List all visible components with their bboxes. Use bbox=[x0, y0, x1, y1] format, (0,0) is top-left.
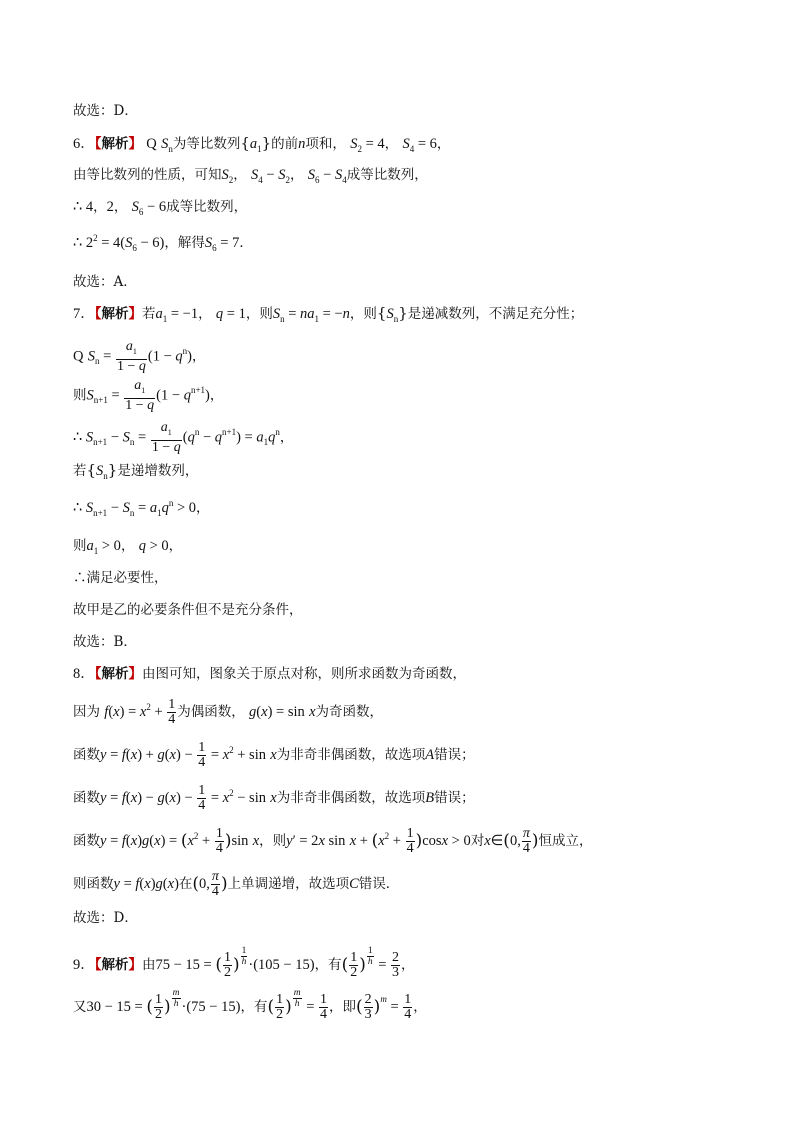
solution-9-line-1: 9．【解析】由75 − 15 = ( $\frac{1}{2}$ ) $\frac{1}{h}$ ·(105 − 15)，有( $\frac{1}{2}$ ) $\frac{1}{h}$ = $\frac{2}{3}$ ， bbox=[73, 946, 415, 980]
solution-7-line-3: 则$S_{n+1}$ = $\frac{a_1}{1 - q}$ $(1 - q^{n+1})$， bbox=[73, 378, 224, 413]
solution-7-line-4: ∴ $S_{n+1} - S_n$ = $\frac{a_1}{1 - q}$ $(q^n - q^{n+1}) = a_1q^n$， bbox=[73, 420, 294, 455]
solution-8-line-5: 函数$y = f(x)g(x) = (x^2$ + $\frac{1}{4}$ )sin x，则y′ = 2x $\sin x + (x^2$ + $\frac{1}{4}$ )cosx > 0对x∈(0, $\frac{\pi}{4}$ )恒成立， bbox=[73, 826, 593, 856]
solution-8-line-4: 函数y = f(x) − g(x) − $\frac{1}{4}$ = $x^2 - \sin x$为非奇非偶函数，故选项B错误； bbox=[73, 783, 475, 813]
solution-9-line-2: 又30 − 15 = ( $\frac{1}{2}$ ) $\frac{m}{h}$ ·(75 − 15)，有( $\frac{1}{2}$ ) $\frac{m}{h}$ = $\frac{1}{4}$ ，即( $\frac{2}{3}$ )$^m$ = $\frac{1}{4}$ ， bbox=[73, 988, 427, 1022]
problem-number: 7． bbox=[73, 306, 95, 322]
solution-6-line-2: 由等比数列的性质，可知$S_2$， $S_4 - S_2$， $S_6 - S_4$成等比数列， bbox=[73, 167, 428, 185]
solution-7-line-6: ∴ $S_{n+1} - S_n = a_1q^n > 0$， bbox=[73, 498, 210, 518]
solution-8-line-3: 函数y = f(x) + g(x) − $\frac{1}{4}$ = $x^2 + \sin x$为非奇非偶函数，故选项A错误； bbox=[73, 740, 475, 770]
conclusion-line: 故选：B． bbox=[73, 634, 137, 650]
solution-7-line-9: 故甲是乙的必要条件但不是充分条件， bbox=[73, 602, 303, 618]
analysis-tag: 【解析】 bbox=[94, 306, 142, 322]
solution-6-line-3: ∴ 4，2， $S_6 - 6$成等比数列， bbox=[73, 199, 248, 217]
problem-number: 6． bbox=[73, 136, 95, 152]
conclusion-line: 故选：D． bbox=[73, 910, 138, 926]
conclusion-line: 故选：A． bbox=[73, 274, 137, 290]
solution-7-line-1: 7．【解析】若$a_1 = -1$， q = 1，则$S_n = na_1 = -n$，则$\{S_n\}$是递减数列，不满足充分性； bbox=[73, 304, 584, 324]
solution-8-line-6: 则函数y = f(x)g(x)在(0, $\frac{\pi}{4}$ )上单调递增，故选项C错误． bbox=[73, 869, 400, 899]
solution-7-line-5: 若$\{S_n\}$是递增数列， bbox=[73, 461, 199, 481]
problem-number: 8． bbox=[73, 666, 95, 682]
solution-8-line-1: 8．【解析】由图可知，图象关于原点对称，则所求函数为奇函数， bbox=[73, 666, 466, 682]
analysis-tag: 【解析】 bbox=[94, 957, 142, 973]
solution-8-line-2: 因为 $f(x) = x^2$ + $\frac{1}{4}$ 为偶函数， g(x) = sin x为奇函数， bbox=[73, 697, 383, 727]
solution-6-line-4: ∴ $2^2 = 4(S_6 - 6)$，解得$S_6 = 7$． bbox=[73, 233, 253, 253]
problem-number: 9． bbox=[73, 957, 95, 973]
solution-7-line-7: 则$a_1 > 0$， q > 0， bbox=[73, 538, 183, 556]
solution-7-line-2: Q $S_n$ = $\frac{a_1}{1 - q}$ $(1 - q^n)$， bbox=[73, 339, 206, 374]
solution-7-line-8: ∴满足必要性， bbox=[73, 570, 168, 586]
analysis-tag: 【解析】 bbox=[94, 136, 142, 152]
conclusion-line: 故选：D． bbox=[73, 103, 138, 119]
analysis-tag: 【解析】 bbox=[94, 666, 142, 682]
solution-6-line-1: 6．【解析】 Q $S_n$为等比数列$\{a_1\}$的前n项和， $S_2 = 4$， $S_4 = 6$， bbox=[73, 134, 451, 154]
